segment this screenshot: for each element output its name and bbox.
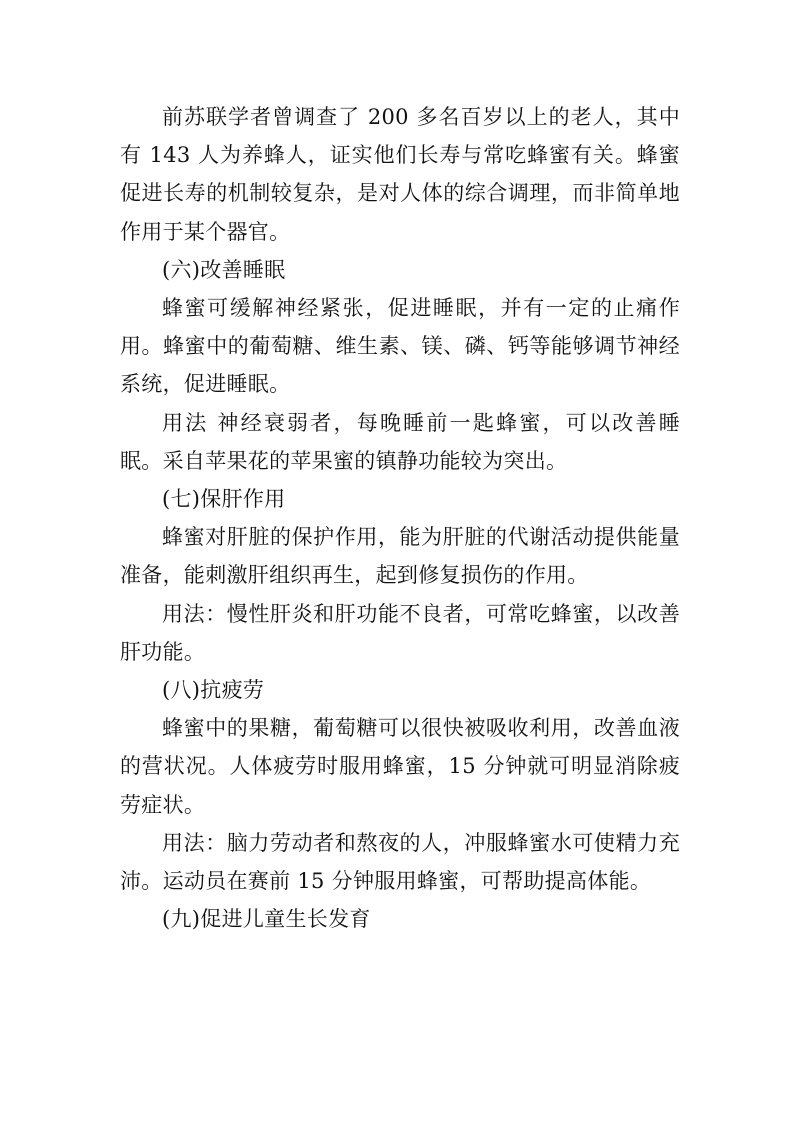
paragraph-liver-effect: 蜂蜜对肝脏的保护作用，能为肝脏的代谢活动提供能量准备，能刺激肝组织再生，起到修复损伤的作用。 <box>120 525 680 588</box>
paragraph-liver-usage: 用法：慢性肝炎和肝功能不良者，可常吃蜂蜜，以改善肝功能。 <box>120 601 680 664</box>
section-heading-improve-sleep: (六)改善睡眠 <box>162 257 286 282</box>
section-heading-liver-protection: (七)保肝作用 <box>162 487 286 512</box>
section-heading-child-growth: (九)促进儿童生长发育 <box>162 907 371 932</box>
paragraph-longevity-survey: 前苏联学者曾调查了 200 多名百岁以上的老人，其中有 143 人为养蜂人，证实他们长寿与常吃蜂蜜有关。蜂蜜促进长寿的机制较复杂，是对人体的综合调理，而非简单地作用于某个器官。 <box>120 105 680 244</box>
paragraph-fatigue-effect: 蜂蜜中的果糖，葡萄糖可以很快被吸收利用，改善血液的营状况。人体疲劳时服用蜂蜜，15 分钟就可明显消除疲劳症状。 <box>120 716 680 817</box>
paragraph-fatigue-usage: 用法：脑力劳动者和熬夜的人，冲服蜂蜜水可使精力充沛。运动员在赛前 15 分钟服用蜂蜜，可帮助提高体能。 <box>120 830 680 894</box>
section-heading-anti-fatigue: (八)抗疲劳 <box>162 678 265 703</box>
document-body <box>120 98 680 938</box>
paragraph-sleep-usage: 用法 神经衰弱者，每晚睡前一匙蜂蜜，可以改善睡眠。采自苹果花的苹果蜜的镇静功能较为突出。 <box>120 410 680 473</box>
paragraph-sleep-effect: 蜂蜜可缓解神经紧张，促进睡眠，并有一定的止痛作用。蜂蜜中的葡萄糖、维生素、镁、磷、钙等能够调节神经系统，促进睡眠。 <box>120 296 680 397</box>
